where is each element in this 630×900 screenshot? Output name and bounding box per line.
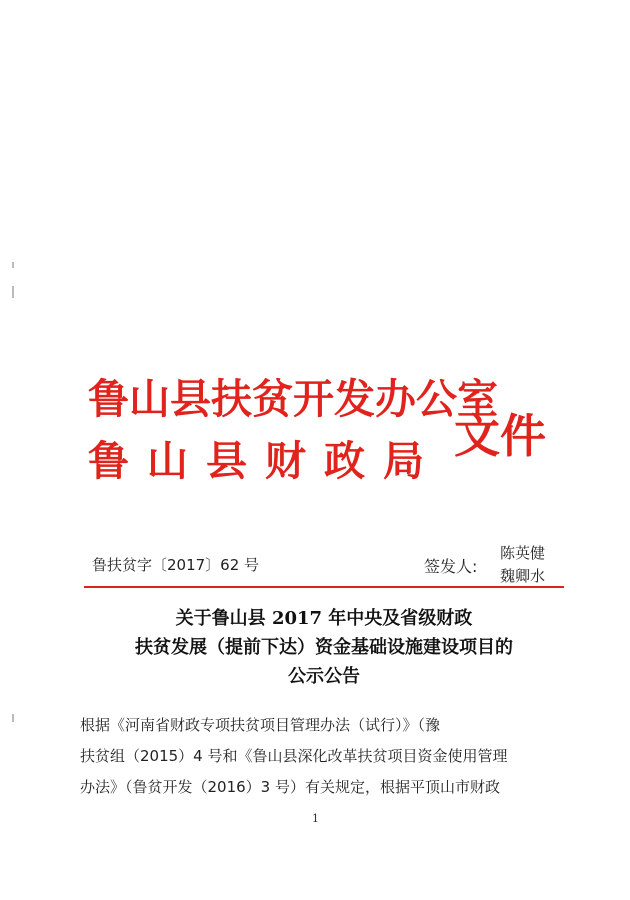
issuer-line-2: 鲁山县财政局 — [88, 437, 442, 485]
body-paragraph — [80, 710, 560, 803]
red-divider — [84, 586, 564, 588]
document-number: 鲁扶贫字〔2017〕62 号 — [92, 556, 260, 574]
body-line-1: 根据《河南省财政专项扶贫项目管理办法（试行）》（豫 — [80, 716, 441, 734]
signer-label: 签发人: — [424, 557, 478, 576]
body-line-2: 扶贫组（2015）4 号和《鲁山县深化改革扶贫项目资金使用管理 — [80, 747, 508, 765]
body-line-3: 办法》（鲁贫开发（2016）3 号）有关规定，根据平顶山市财政 — [80, 778, 500, 796]
title-line-1: 关于鲁山县 2017 年中央及省级财政 — [175, 608, 473, 629]
title-line-2: 扶贫发展（提前下达）资金基础设施建设项目的 — [135, 637, 513, 658]
signer-name-2: 魏卿水 — [500, 567, 546, 585]
scan-mark — [12, 262, 14, 268]
red-header — [88, 360, 558, 500]
scan-mark — [12, 714, 14, 722]
page-number: 1 — [312, 812, 319, 825]
signer-name-1: 陈英健 — [500, 544, 546, 562]
title-line-3: 公示公告 — [288, 666, 360, 687]
scan-mark — [12, 286, 14, 298]
document-type: 文件 — [454, 409, 546, 463]
issuer-line-1: 鲁山县扶贫开发办公室 — [88, 375, 498, 423]
